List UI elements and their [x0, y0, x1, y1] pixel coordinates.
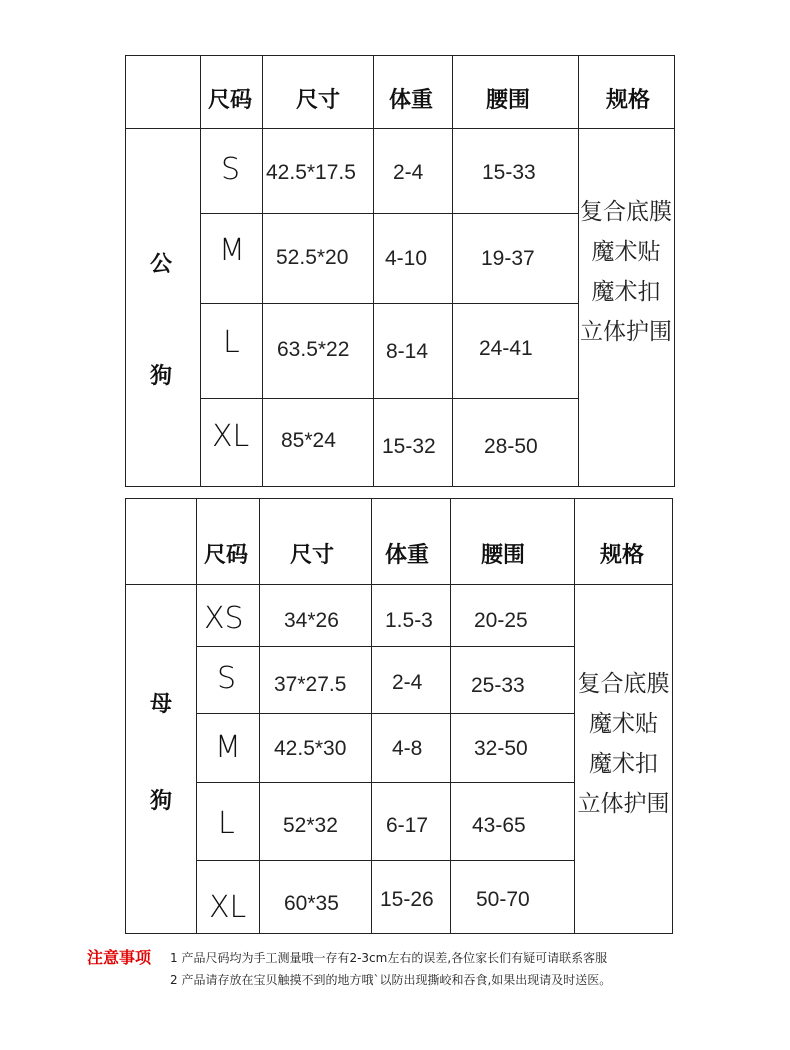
notes-title: 注意事项 — [87, 948, 152, 967]
female-row-weight: 6-17 — [386, 814, 429, 837]
female-table-divider — [196, 860, 574, 861]
male-table-divider — [200, 303, 578, 304]
male-row-waist: 15-33 — [482, 161, 536, 184]
female-table-divider — [371, 498, 372, 934]
female-group-label: 母 — [150, 692, 173, 717]
male-table-divider — [200, 213, 578, 214]
female-row-waist: 43-65 — [472, 814, 526, 837]
male-header-dimensions: 尺寸 — [296, 88, 341, 113]
male-row-weight: 2-4 — [393, 161, 424, 184]
female-spec-line: 魔术扣 — [589, 751, 658, 777]
female-header-waist: 腰围 — [481, 543, 526, 568]
female-table-divider — [450, 498, 451, 934]
male-table-divider — [262, 55, 263, 487]
female-spec-line: 魔术贴 — [589, 711, 658, 737]
female-row-waist: 25-33 — [471, 674, 525, 697]
female-row-dimensions: 37*27.5 — [274, 673, 347, 696]
male-row-dimensions: 85*24 — [281, 429, 336, 452]
female-header-spec: 规格 — [600, 543, 645, 568]
female-row-waist: 50-70 — [476, 888, 530, 911]
female-row-size: XL — [209, 890, 247, 925]
male-table-divider — [452, 55, 453, 487]
female-row-weight: 15-26 — [380, 888, 434, 911]
female-row-dimensions: 52*32 — [283, 814, 338, 837]
female-row-dimensions: 60*35 — [284, 892, 339, 915]
male-table-divider — [373, 55, 374, 487]
female-table-divider — [196, 646, 574, 647]
male-header-spec: 规格 — [606, 88, 651, 113]
male-table-divider — [200, 55, 201, 487]
female-row-weight: 2-4 — [392, 671, 423, 694]
male-row-waist: 19-37 — [481, 247, 535, 270]
male-row-size: M — [219, 233, 245, 268]
note-item: 2 产品请存放在宝贝触摸不到的地方哦`以防出现撕峧和吞食,如果出现请及时送医。 — [170, 973, 612, 987]
female-table-divider — [196, 713, 574, 714]
female-row-weight: 4-8 — [392, 737, 423, 760]
male-row-size: L — [223, 325, 240, 360]
male-table-divider — [125, 128, 675, 129]
male-row-dimensions: 63.5*22 — [277, 338, 350, 361]
female-spec-line: 立体护围 — [577, 791, 670, 817]
female-row-dimensions: 34*26 — [284, 609, 339, 632]
female-row-size: L — [218, 806, 235, 841]
male-header-weight: 体重 — [389, 88, 434, 113]
male-header-size: 尺码 — [208, 88, 253, 113]
male-row-weight: 8-14 — [386, 340, 429, 363]
female-row-weight: 1.5-3 — [385, 609, 433, 632]
female-table-divider — [196, 498, 197, 934]
female-table-divider — [259, 498, 260, 934]
male-spec-line: 魔术贴 — [591, 239, 661, 265]
female-header-dimensions: 尺寸 — [290, 543, 335, 568]
male-spec-line: 立体护围 — [580, 319, 672, 345]
male-row-weight: 4-10 — [385, 247, 428, 270]
female-row-size: S — [217, 661, 237, 696]
male-row-weight: 15-32 — [382, 435, 436, 458]
male-row-dimensions: 42.5*17.5 — [266, 161, 356, 184]
female-header-weight: 体重 — [385, 543, 430, 568]
male-row-waist: 28-50 — [484, 435, 538, 458]
note-item: 1 产品尺码均为手工测量哦一存有2-3cm左右的误差,各位家长们有疑可请联系客服 — [170, 951, 608, 965]
female-table-divider — [196, 782, 574, 783]
male-row-size: XL — [212, 419, 250, 454]
male-spec-line: 魔术扣 — [591, 279, 661, 305]
female-row-dimensions: 42.5*30 — [274, 737, 347, 760]
male-row-dimensions: 52.5*20 — [276, 246, 349, 269]
female-row-waist: 32-50 — [474, 737, 528, 760]
female-spec-line: 复合底膜 — [577, 671, 670, 697]
male-group-label: 狗 — [150, 364, 173, 389]
male-row-size: S — [221, 152, 241, 187]
female-table-divider — [125, 584, 673, 585]
female-header-size: 尺码 — [204, 543, 249, 568]
female-group-label: 狗 — [150, 789, 173, 814]
male-spec-line: 复合底膜 — [580, 199, 672, 225]
male-row-waist: 24-41 — [479, 337, 533, 360]
female-row-size: XS — [204, 601, 244, 636]
male-group-label: 公 — [150, 252, 173, 277]
male-table-divider — [200, 398, 578, 399]
female-row-waist: 20-25 — [474, 609, 528, 632]
male-header-waist: 腰围 — [486, 88, 531, 113]
female-row-size: M — [215, 730, 241, 765]
